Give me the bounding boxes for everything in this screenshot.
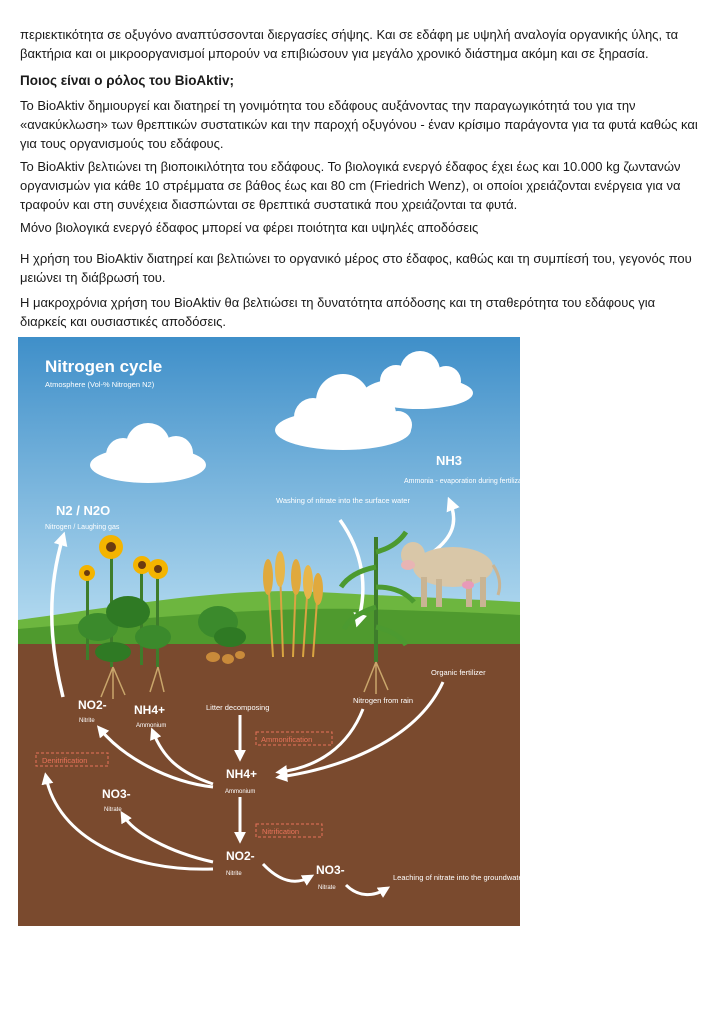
soil bbox=[18, 644, 520, 926]
no2-top-caption: Nitrite bbox=[79, 718, 95, 724]
paragraph-intro: περιεκτικότητα σε οξυγόνο αναπτύσσονται διεργασίες σήψης. Και σε εδάφη με υψηλή αναλογία οργανικής ύλης, τα βακτήρια και οι μικροοργανισμοί μπορούν να επιβιώσουν για μεγάλο χρονικό διάστημα ακόμη και σε ξηρασία. bbox=[20, 27, 679, 61]
no3-bottom-caption: Nitrate bbox=[318, 885, 336, 891]
denitrification-label: Denitrification bbox=[42, 756, 88, 765]
nh4-center-formula: NH4+ bbox=[226, 767, 258, 781]
ammonification-label: Ammonification bbox=[261, 735, 313, 744]
diagram-subtitle: Atmosphere (Vol-% Nitrogen N2) bbox=[45, 380, 155, 389]
nitrogen-cycle-figure bbox=[18, 337, 534, 926]
paragraph-quality: Μόνο βιολογικά ενεργό έδαφος μπορεί να φέρει ποιότητα και υψηλές αποδόσεις bbox=[20, 220, 479, 235]
nh4-center-caption: Ammonium bbox=[225, 789, 256, 795]
no3-bottom-formula: NO3- bbox=[316, 863, 345, 877]
paragraph-longterm: Η μακροχρόνια χρήση του BioAktiv θα βελτιώσει τη δυνατότητα απόδοσης και τη σταθερότητα του εδάφους για διαρκείς και ουσιαστικές αποδόσεις. bbox=[20, 295, 656, 329]
n2-caption: Nitrogen / Laughing gas bbox=[45, 524, 120, 531]
n2-formula: N2 / N2O bbox=[56, 503, 111, 518]
paragraph-biodiversity: Το BioAktiv βελτιώνει τη βιοποικιλότητα του εδάφους. Το βιολογικά ενεργό έδαφος έχει έως και 10.000 kg ζωντανών οργανισμών για κάθε 10 στρέμματα σε βάθος έως και 80 cm (Friedrich Wenz), οι οποίοι χρειάζονται ενέργεια για να τραφούν και στη συνέχεια διασπώνται σε θρεπτικά συστατικά που χρειάζονται τα φυτά. bbox=[20, 159, 681, 212]
litter-decomposing-label: Litter decomposing bbox=[206, 703, 270, 712]
washing-label-text: Washing of nitrate into the surface water bbox=[276, 496, 410, 505]
no2-top-formula: NO2- bbox=[78, 698, 107, 712]
nh4-left-formula: NH4+ bbox=[134, 703, 166, 717]
no2-bottom-caption: Nitrite bbox=[226, 871, 242, 877]
nitrogen-from-rain-label: Nitrogen from rain bbox=[353, 696, 414, 705]
no2-bottom-formula: NO2- bbox=[226, 849, 255, 863]
nitrification-label: Nitrification bbox=[262, 827, 300, 836]
no3-left-caption: Nitrate bbox=[104, 807, 122, 813]
nh3-formula: NH3 bbox=[436, 453, 463, 468]
washing-label bbox=[276, 496, 410, 505]
section-heading: Ποιος είναι ο ρόλος του BioAktiv; bbox=[20, 73, 234, 88]
nh3-caption: Ammonia - evaporation during fertilization bbox=[404, 478, 534, 485]
organic-fertilizer-label: Organic fertilizer bbox=[431, 668, 486, 677]
paragraph-fertility: Το BioAktiv δημιουργεί και διατηρεί τη γονιμότητα του εδάφους αυξάνοντας την παραγωγικότητά του για την «ανακύκλωση» των θρεπτικών συστατικών και την παροχή οξυγόνου - έναν κρίσιμο παράγοντα για τα φυτά καθώς και για τους οργανισμούς του εδάφους. bbox=[20, 98, 698, 151]
leaching-label: Leaching of nitrate into the groundwater bbox=[393, 873, 526, 882]
diagram-title: Nitrogen cycle bbox=[45, 357, 163, 376]
paragraph-organic: Η χρήση του BioAktiv διατηρεί και βελτιώνει το οργανικό μέρος στο έδαφος, καθώς και τη συμπίεσή του, γεγονός που μειώνει τη διάβρωσή του. bbox=[20, 251, 692, 285]
no3-left-formula: NO3- bbox=[102, 787, 131, 801]
nh4-left-caption: Ammonium bbox=[136, 723, 167, 729]
